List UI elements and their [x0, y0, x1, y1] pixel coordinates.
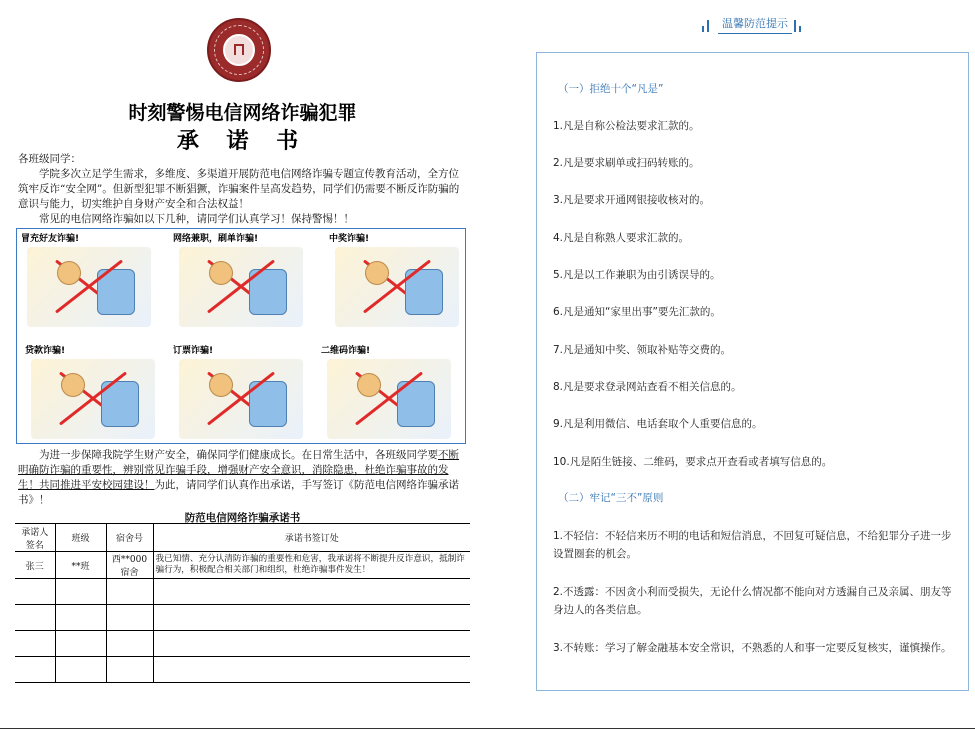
pledge-cell[interactable] [153, 579, 470, 605]
signer-name[interactable] [15, 579, 55, 605]
panel-caption: 二维码诈骗! [321, 346, 371, 356]
tips-card [536, 52, 969, 691]
class-cell[interactable] [55, 657, 106, 683]
pledge-table [15, 523, 470, 683]
list-item: 2.不透露：不因贪小利而受损失，无论什么情况都不能向对方透漏自己及亲属、朋友等身边人的各类信息。 [553, 586, 952, 616]
list-item: 9.凡是利用微信、电话套取个人重要信息的。 [553, 418, 763, 430]
scam-panel [25, 343, 165, 443]
list-item: 5.凡是以工作兼职为由引诱误导的。 [553, 269, 721, 281]
dorm-cell[interactable] [106, 657, 153, 683]
signer-name[interactable] [15, 631, 55, 657]
table-row [15, 657, 470, 683]
paragraph-2: 常见的电信网络诈骗如以下几种，请同学们认真学习！保持警惕！！ [39, 213, 354, 225]
signer-name[interactable]: 张三 [15, 552, 55, 579]
panel-caption: 中奖诈骗! [329, 234, 370, 244]
bars-right-icon [794, 18, 804, 32]
scam-illustration-icon [335, 247, 459, 327]
letter-title: 时刻警惕电信网络诈骗犯罪 [128, 102, 357, 124]
class-cell[interactable] [55, 631, 106, 657]
tips-header [700, 12, 810, 34]
scam-illustration-icon [27, 247, 151, 327]
list-item: 4.凡是自称熟人要求汇款的。 [553, 232, 690, 244]
scam-panel [173, 343, 313, 443]
class-cell[interactable] [55, 579, 106, 605]
paragraph-1: 学院多次立足学生需求，多维度、多渠道开展防范电信网络诈骗专题宣传教育活动，全方位筑牢反诈“安全网”。但新型犯罪不断猖獗，诈骗案件呈高发趋势，同学们仍需要不断反诈防骗的意识与能力，切实维护自身财产安全和合法权益！ [18, 168, 460, 210]
list-item: 8.凡是要求登录网站查看不相关信息的。 [553, 381, 742, 393]
pledge-cell[interactable]: 我已知情、充分认清防诈骗的重要性和危害，我承诺将不断提升反诈意识，抵制诈骗行为，积极配合相关部门和组织，杜绝诈骗事件发生！ [153, 552, 470, 579]
paragraph-3: 为进一步保障我院学生财产安全，确保同学们健康成长。在日常生活中，各班级同学要不断明确防诈骗的重要性，辨别常见诈骗手段，增强财产安全意识，消除隐患，杜绝诈骗事故的发生！共同推进平安校园建设！为此，请同学们认真作出承诺，手写签订《防范电信网络诈骗承诺书》！ [18, 449, 459, 506]
column-header: 承诺书签订处 [153, 524, 470, 552]
class-cell[interactable] [55, 605, 106, 631]
scam-illustration-icon [327, 359, 451, 439]
list-item: 1.凡是自称公检法要求汇款的。 [553, 120, 700, 132]
class-cell[interactable]: **班 [55, 552, 106, 579]
table-row [15, 579, 470, 605]
school-seal-icon [207, 18, 271, 82]
tips-header-label: 温馨防范提示 [718, 15, 792, 34]
panel-caption: 订票诈骗! [173, 346, 214, 356]
table-title: 防范电信网络诈骗承诺书 [184, 512, 301, 524]
letter-subtitle: 承 诺 书 [176, 129, 309, 154]
panel-caption: 冒充好友诈骗! [21, 234, 80, 244]
letter-intro [18, 152, 464, 227]
table-header-row [15, 524, 470, 552]
salutation: 各班级同学： [18, 153, 81, 165]
list-item: 10.凡是陌生链接、二维码，要求点开查看或者填写信息的。 [553, 456, 833, 468]
table-row [15, 631, 470, 657]
scam-illustrations [16, 228, 466, 444]
table-row [15, 605, 470, 631]
table-row [15, 552, 470, 579]
pledge-cell[interactable] [153, 631, 470, 657]
list-item: 3.不转账：学习了解金融基本安全常识，不熟悉的人和事一定要反复核实，谨慎操作。 [553, 642, 952, 654]
scam-panel [321, 343, 461, 443]
scam-panel [329, 231, 469, 331]
panel-caption: 网络兼职，刷单诈骗! [173, 234, 259, 244]
scam-illustration-icon [179, 359, 303, 439]
list-item: 1.不轻信：不轻信来历不明的电话和短信消息，不回复可疑信息，不给犯罪分子进一步设置圈套的机会。 [553, 530, 952, 560]
signer-name[interactable] [15, 605, 55, 631]
column-header: 宿舍号 [106, 524, 153, 552]
signer-name[interactable] [15, 657, 55, 683]
page-bottom-rule [0, 728, 975, 729]
scam-illustration-icon [179, 247, 303, 327]
section-2-title: （二）牢记“三不”原则 [558, 492, 664, 504]
dorm-cell[interactable] [106, 631, 153, 657]
list-item: 2.凡是要求刷单或扫码转账的。 [553, 157, 700, 169]
column-header: 承诺人签名 [15, 524, 55, 552]
scam-panel [21, 231, 161, 331]
list-item: 7.凡是通知中奖、领取补贴等交费的。 [553, 344, 732, 356]
pledge-cell[interactable] [153, 605, 470, 631]
dorm-cell[interactable] [106, 579, 153, 605]
scam-illustration-icon [31, 359, 155, 439]
panel-caption: 贷款诈骗! [25, 346, 66, 356]
scam-panel [173, 231, 313, 331]
list-item: 3.凡是要求开通网银接收核对的。 [553, 194, 711, 206]
pledge-cell[interactable] [153, 657, 470, 683]
column-header: 班级 [55, 524, 106, 552]
dorm-cell[interactable]: 西**000宿舍 [106, 552, 153, 579]
dorm-cell[interactable] [106, 605, 153, 631]
list-item: 6.凡是通知“家里出事”要先汇款的。 [553, 306, 721, 318]
pledge-letter [0, 0, 480, 731]
section-1-title: （一）拒绝十个“凡是” [558, 83, 664, 95]
bars-left-icon [702, 18, 712, 32]
